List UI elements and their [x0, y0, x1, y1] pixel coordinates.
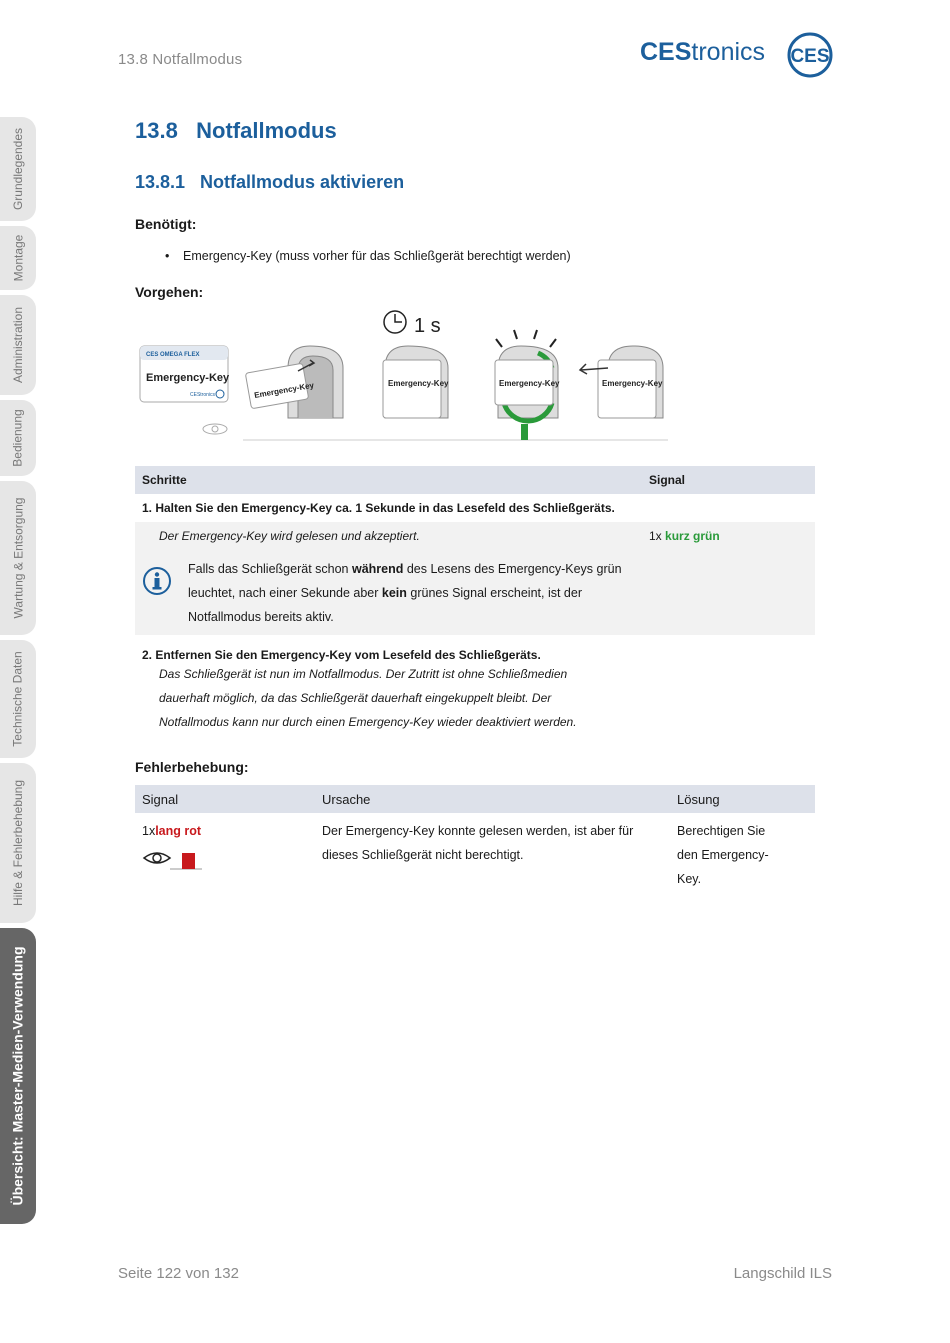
signal-count: 1x [142, 824, 156, 838]
svg-text:Emergency-Key: Emergency-Key [388, 379, 449, 388]
info-note-text: Falls das Schließgerät schon während des Lesens des Emergency-Keys grün leuchtet, nach einer Sekunde aber kein grünes Signal erscheint, ist der Notfallmodus bereits aktiv. [188, 562, 622, 624]
required-label: Benötigt: [135, 216, 197, 232]
brand-logo [640, 30, 835, 82]
logo-mark-text: CES [790, 46, 830, 67]
signal-cell [135, 813, 315, 891]
subsection-title: 13.8.1 Notfallmodus aktivieren [135, 172, 405, 192]
tab-label: Übersicht: Master-Medien-Verwendung [10, 946, 27, 1206]
tab-technische-daten[interactable] [0, 640, 36, 758]
lock-device-icon [245, 346, 343, 418]
tab-wartung-entsorgung[interactable] [0, 481, 36, 635]
col-signal: Signal [642, 466, 815, 494]
info-note [135, 550, 815, 635]
green-signal-bar [521, 424, 528, 440]
emergency-key-card-icon [140, 346, 230, 402]
timer-icon [384, 311, 406, 333]
chapter-tabs [0, 0, 40, 1343]
tab-label: Grundlegendes [11, 127, 25, 211]
svg-text:Emergency-Key: Emergency-Key [602, 379, 663, 388]
troubleshooting-label: Fehlerbehebung: [135, 759, 249, 775]
col-signal: Signal [135, 785, 315, 813]
eye-red-signal-icon [142, 845, 204, 871]
tab-administration[interactable] [0, 295, 36, 395]
required-item-text: Emergency-Key (muss vorher für das Schließgerät berechtigt werden) [183, 249, 571, 263]
procedure-illustration [138, 308, 673, 444]
cause-cell: Der Emergency-Key konnte gelesen werden, ist aber für dieses Schließgerät nicht berechtigt. [322, 824, 634, 862]
step-1-result: Der Emergency-Key wird gelesen und akzeptiert. [159, 529, 420, 543]
section-title: 13.8 Notfallmodus [135, 118, 337, 143]
lock-device-active-icon [495, 330, 560, 421]
svg-text:CES OMEGA FLEX: CES OMEGA FLEX [146, 352, 200, 358]
required-item: • Emergency-Key (muss vorher für das Schließgerät berechtigt werden) [165, 249, 571, 263]
tab-label: Montage [11, 234, 26, 282]
table-row [135, 813, 815, 891]
eye-icon [203, 424, 227, 434]
ces-logo-mark-icon [785, 30, 835, 80]
tab-hilfe-fehlerbehebung[interactable] [0, 763, 36, 923]
tab-bedienung[interactable] [0, 400, 36, 476]
col-cause: Ursache [315, 785, 670, 813]
procedure-label: Vorgehen: [135, 284, 204, 300]
tab-label: Bedienung [11, 409, 26, 467]
svg-text:Emergency-Key: Emergency-Key [253, 380, 315, 401]
logo-text-rest: tronics [691, 38, 766, 66]
tab-label: Hilfe & Fehlerbehebung [11, 779, 25, 907]
logo-text-bold: CES [640, 38, 692, 66]
steps-table [135, 466, 815, 734]
signal-type: kurz grün [665, 529, 720, 543]
header-section: 13.8 Notfallmodus [118, 51, 243, 68]
svg-text:Emergency-Key: Emergency-Key [146, 372, 230, 384]
signal-count: 1x [649, 529, 666, 543]
signal-type: lang rot [155, 824, 202, 838]
tab-label: Administration [11, 306, 25, 384]
svg-text:CEStronics: CEStronics [190, 392, 216, 398]
tab-master-medien[interactable] [0, 928, 36, 1224]
solution-cell: Berechtigen Sie den Emergency-Key. [677, 824, 769, 886]
col-steps: Schritte [135, 466, 642, 494]
lock-device-icon [580, 346, 663, 418]
tab-montage[interactable] [0, 226, 36, 290]
step-2: 2. Entfernen Sie den Emergency-Key vom Lesefeld des Schließgeräts. [142, 648, 541, 662]
step-2-result: Das Schließgerät ist nun im Notfallmodus. Der Zutritt ist ohne Schließmedien dauerhaft möglich, da das Schließgerät dauerhaft eingekuppelt bleibt. Der Notfallmodus kann nur durch einen Emergency-Key wieder deaktiviert werden. [159, 667, 577, 729]
tab-label: Technische Daten [11, 651, 26, 747]
tab-label: Wartung & Entsorgung [11, 497, 25, 619]
troubleshooting-table [135, 785, 815, 891]
lock-device-icon [383, 346, 449, 418]
timer-label: 1 s [414, 315, 441, 337]
step-1-signal [642, 522, 815, 550]
col-solution: Lösung [670, 785, 815, 813]
page-number: Seite 122 von 132 [118, 1265, 239, 1282]
svg-text:Emergency-Key: Emergency-Key [499, 379, 560, 388]
product-name: Langschild ILS [733, 1265, 832, 1282]
info-icon [142, 566, 172, 596]
step-1: 1. Halten Sie den Emergency-Key ca. 1 Sekunde in das Lesefeld des Schließgeräts. [142, 501, 615, 515]
tab-grundlegendes[interactable] [0, 117, 36, 221]
